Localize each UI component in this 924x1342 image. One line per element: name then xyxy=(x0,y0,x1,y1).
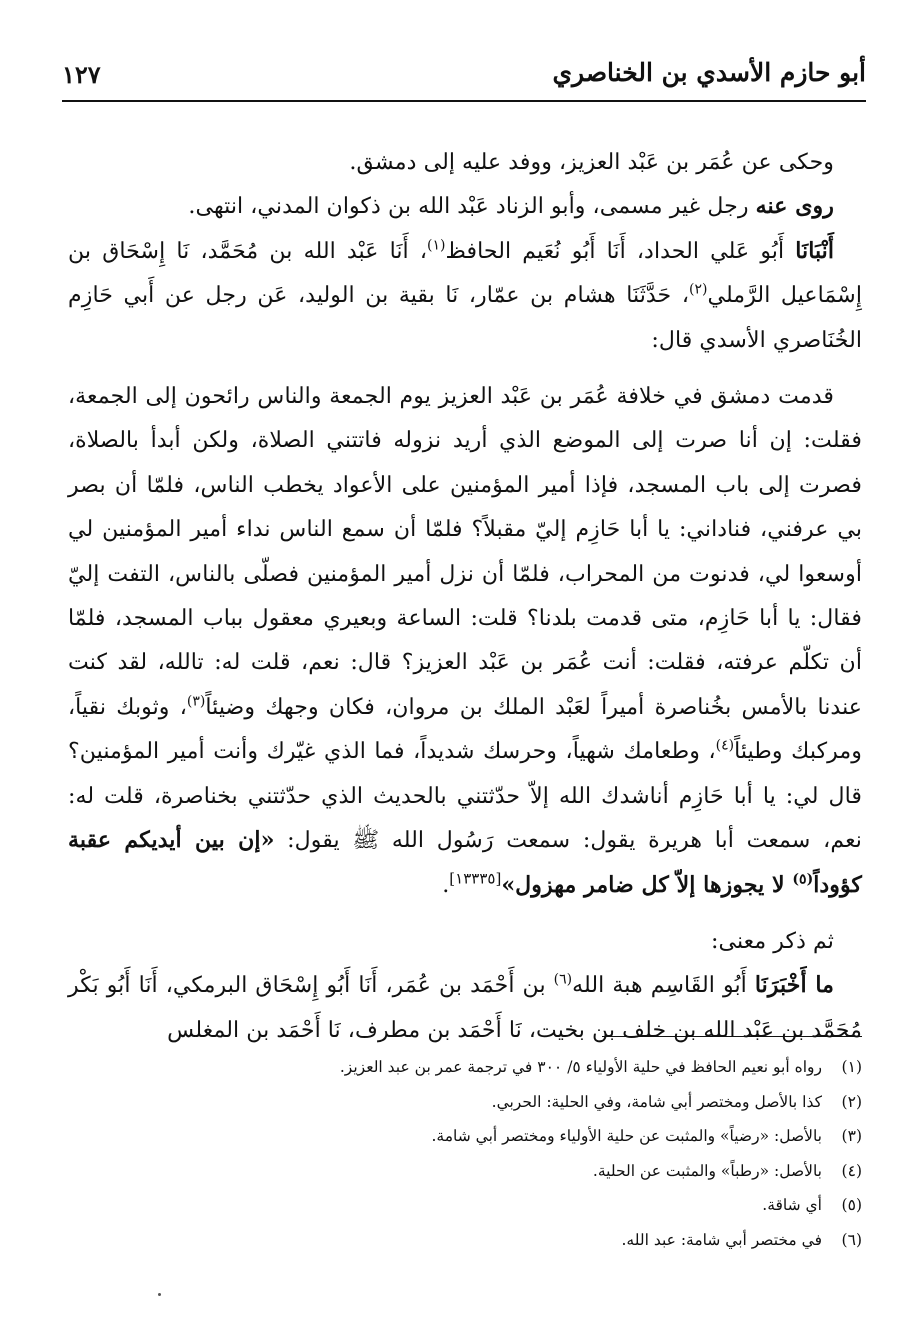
paragraph-6 xyxy=(68,963,862,1052)
hadith-number: [١٣٣٣٥] xyxy=(449,869,502,888)
lead-phrase: أَنْبَانَا xyxy=(795,237,834,264)
paragraph-1: وحكى عن عُمَر بن عَبْد العزيز، ووفد عليه إلى دمشق. xyxy=(349,149,834,175)
paragraph-text: أَبُو عَلي الحداد، أَنَا أَبُو نُعَيم الحافظ xyxy=(445,237,796,264)
footnote-number: (٣) xyxy=(841,1127,862,1145)
scan-speck xyxy=(158,1293,161,1296)
hadith-quote: لا يجوزها إلاّ كل ضامر مهزول» xyxy=(501,871,793,898)
paragraph-text: أَبُو القَاسِم هبة الله xyxy=(572,972,755,999)
footnote-4 xyxy=(68,1154,862,1189)
paragraph-3 xyxy=(68,229,862,362)
page-header xyxy=(62,52,866,96)
hadith-quote: «إن بين أيديكم عقبة كؤوداً xyxy=(68,827,862,898)
footnote-6 xyxy=(68,1223,862,1258)
paragraph-text: قدمت دمشق في خلافة عُمَر بن عَبْد العزيز يوم الجمعة والناس رائحون إلى الجمعة، فقلت: إن أنا صرت إلى الموضع الذي أريد نزوله فاتتني الصلاة، ولكن أبدأ بالصلاة، فصرت إلى باب المسجد، فإذا أمير المؤمنين على الأعواد يخطب الناس، فلمّا أن بصر بي عرفني، فناداني: يا أبا حَازِم إليّ مقبلاً؟ فلمّا أن سمع الناس نداء أمير المؤمنين لي أوسعوا لي، فدنوت من المحراب، فلمّا أن نزل أمير المؤمنين فصلّى بالناس، التفت إليّ فقال: يا أبا حَازِم، متى قدمت بلدنا؟ قلت: الساعة وبعيري معقول بباب المسجد، فلمّا أن تكلّم عرفته، فقلت: أنت عُمَر بن عَبْد العزيز؟ قال: نعم، قلت له: تالله، لقد كنت عندنا بالأمس بخُناصرة أميراً لعَبْد الملك بن مروان، فكان وجهك وضيئاً xyxy=(68,383,863,720)
paragraph-text: ، وثوبك نقياً، ومركبك وطيئاً xyxy=(68,693,862,765)
footnote-text: بالأصل: «رضياً» والمثبت عن حلية الأولياء ومختصر أبي شامة. xyxy=(431,1127,822,1145)
paragraph-text: ، وطعامك شهياً، وحرسك شديداً، فما الذي غيّرك وأنت أمير المؤمنين؟ قال لي: يا أبا حَازِم أناشدك الله إلاّ حدّثتني بالحديث الذي حدّثتني بخناصرة، قلت له: نعم، سمعت أبا هريرة يقول: سمعت رَسُول الله ﷺ يقول: xyxy=(68,738,862,854)
footnote-3 xyxy=(68,1119,862,1154)
running-title: أبو حازم الأسدي بن الخناصري xyxy=(552,58,866,87)
footnote-rule xyxy=(602,1036,862,1037)
header-rule xyxy=(62,100,866,102)
page-number: ١٢٧ xyxy=(62,60,101,89)
paragraph-2 xyxy=(68,184,862,228)
footnote-text: رواه أبو نعيم الحافظ في حلية الأولياء ٥/ ٣٠٠ في ترجمة عمر بن عبد العزيز. xyxy=(339,1058,822,1076)
paragraph-5: ثم ذكر معنى: xyxy=(711,927,834,954)
footnotes xyxy=(68,1050,862,1257)
footnote-5 xyxy=(68,1188,862,1223)
footnote-text: بالأصل: «رطباً» والمثبت عن الحلية. xyxy=(592,1161,822,1180)
footnote-ref-3[interactable]: (٣) xyxy=(186,693,206,710)
footnote-ref-4[interactable]: (٤) xyxy=(715,737,735,754)
main-text xyxy=(68,140,862,1052)
footnote-number: (٥) xyxy=(841,1196,862,1214)
footnote-text: كذا بالأصل ومختصر أبي شامة، وفي الحلية: الحربي. xyxy=(491,1092,822,1111)
footnote-1 xyxy=(68,1050,862,1085)
paragraph-text: رجل غير مسمى، وأبو الزناد عَبْد الله بن ذكوان المدني، انتهى. xyxy=(188,193,756,220)
paragraph-end: . xyxy=(442,871,450,898)
footnote-ref-1[interactable]: (١) xyxy=(427,237,446,254)
footnote-ref-5[interactable]: (٥) xyxy=(792,871,814,888)
footnote-text: في مختصر أبي شامة: عبد الله. xyxy=(621,1230,822,1249)
lead-phrase: ما أَخْبَرَنَا xyxy=(754,972,834,999)
footnote-text: أي شاقة. xyxy=(762,1196,822,1214)
footnote-number: (٤) xyxy=(841,1161,862,1180)
lead-phrase: روى عنه xyxy=(755,193,834,220)
paragraph-text: ، أَنَا عَبْد الله بن مُحَمَّد، نَا إِسْحَاق بن إِسْمَاعيل الرَّملي xyxy=(68,237,862,309)
footnote-ref-6[interactable]: (٦) xyxy=(553,971,573,988)
paragraph-text: ، حَدَّثَنَا هشام بن عمّار، نَا بقية بن الوليد، عَن رجل عن أَبي حَازِم الخُنَاصري الأسدي قال: xyxy=(68,282,862,353)
paragraph-text: بن أَحْمَد بن عُمَر، أَنَا أَبُو إِسْحَاق البرمكي، أَنَا أَبُو بَكْر مُحَمَّد بن عَبْد الله بن خلف بن بخيت، نَا أَحْمَد بن مطرف، نَا أَحْمَد بن المغلس xyxy=(68,972,862,1043)
footnote-ref-2[interactable]: (٢) xyxy=(689,281,708,298)
footnote-number: (١) xyxy=(841,1058,862,1076)
footnote-number: (٢) xyxy=(841,1092,862,1111)
footnote-2 xyxy=(68,1085,862,1120)
footnote-number: (٦) xyxy=(841,1230,862,1249)
paragraph-4 xyxy=(68,374,862,907)
